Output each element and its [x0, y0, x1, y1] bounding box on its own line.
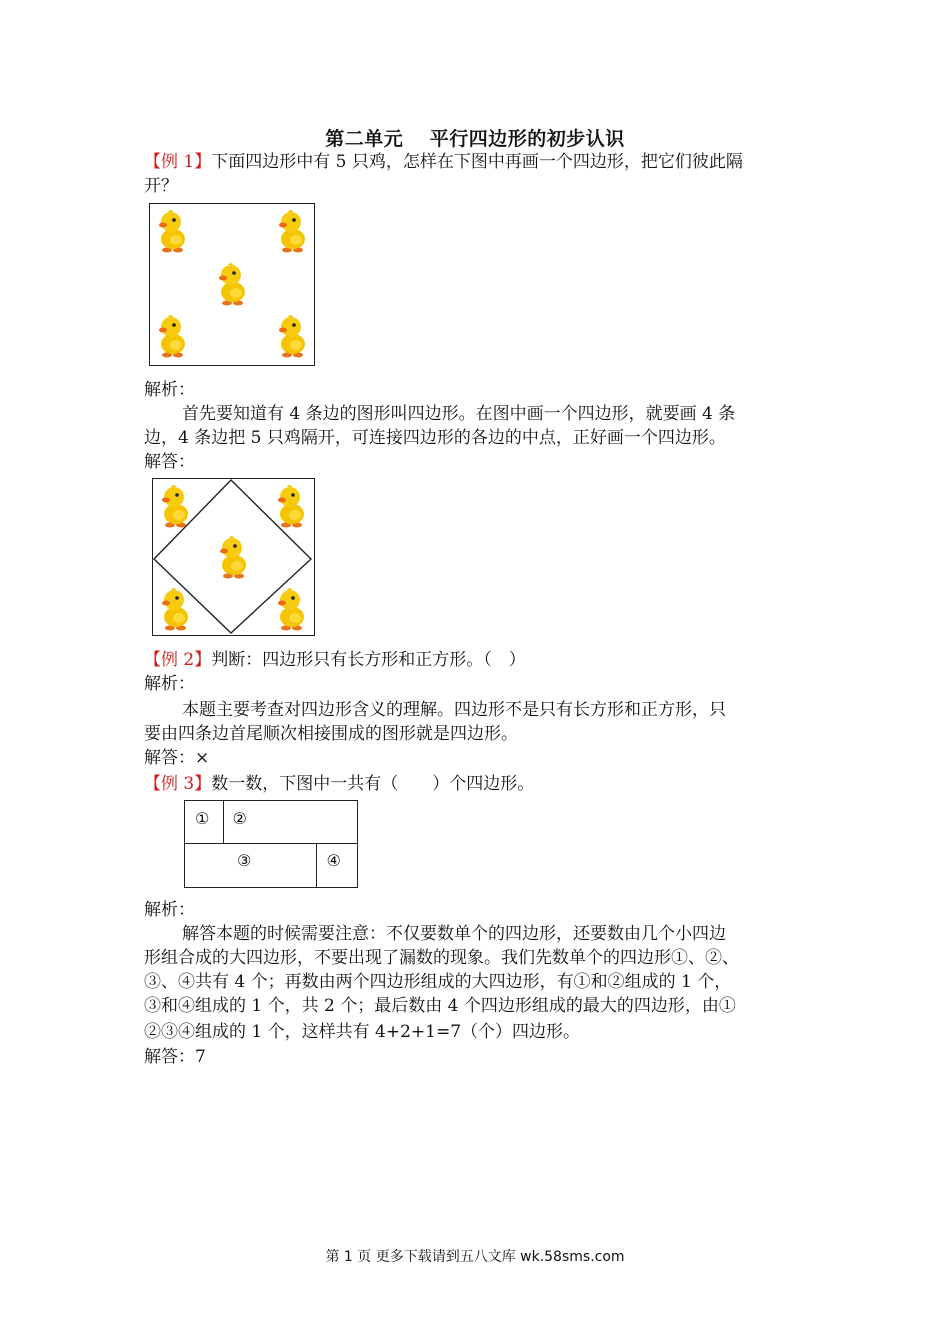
example-1-tag: 【例 1】 — [144, 152, 212, 172]
chick-icon — [154, 314, 190, 358]
example-2-tag: 【例 2】 — [144, 650, 212, 670]
figure-four-rectangles — [184, 800, 358, 888]
example-3-analysis-line2: 形组合成的大四边形，不要出现了漏数的现象。我们先数单个的四边形①、②、 — [144, 948, 739, 968]
example-1-answer-label: 解答： — [144, 452, 195, 472]
example-2-question — [144, 648, 526, 672]
chick-icon — [214, 262, 250, 306]
example-2-analysis-line1: 本题主要考查对四边形含义的理解。四边形不是只有长方形和正方形，只 — [182, 700, 726, 720]
figure-square-with-chicks — [149, 203, 315, 366]
grid-cell-4: ④ — [316, 843, 359, 889]
example-1-text-line2: 开？ — [144, 176, 178, 196]
example-3-text: 数一数，下图中一共有（ ）个四边形。 — [211, 774, 535, 794]
chick-icon — [273, 587, 309, 631]
chick-icon — [274, 314, 310, 358]
example-3-analysis-line3: ③、④共有 4 个；再数由两个四边形组成的大四边形，有①和②组成的 1 个， — [144, 972, 732, 992]
example-1-text-line1: 下面四边形中有 5 只鸡，怎样在下图中再画一个四边形，把它们彼此隔 — [211, 152, 743, 172]
example-3-analysis-line5: ②③④组成的 1 个，这样共有 4+2+1=7（个）四边形。 — [144, 1022, 581, 1042]
example-3-tag: 【例 3】 — [144, 774, 212, 794]
example-2-analysis-line2: 要由四条边首尾顺次相接围成的图形就是四边形。 — [144, 724, 518, 744]
page-footer: 第 1 页 更多下载请到五八文库 wk.58sms.com — [325, 1249, 625, 1265]
chick-icon — [215, 535, 251, 579]
chick-icon — [154, 209, 190, 253]
example-1-analysis-label: 解析： — [144, 380, 195, 400]
chick-icon — [157, 587, 193, 631]
grid-cell-2: ② — [223, 800, 359, 844]
figure-square-with-inner-diamond — [152, 478, 315, 636]
example-3-analysis-line1: 解答本题的时候需要注意：不仅要数单个的四边形，还要数由几个小四边 — [182, 924, 726, 944]
example-3-analysis-line4: ③和④组成的 1 个，共 2 个；最后数由 4 个四边形组成的最大的四边形，由① — [144, 996, 736, 1016]
chick-icon — [273, 484, 309, 528]
page-title: 第二单元 平行四边形的初步认识 — [325, 128, 625, 150]
example-3-question — [144, 772, 534, 796]
example-3-answer: 解答：7 — [144, 1047, 206, 1067]
example-1-analysis-line1: 首先要知道有 4 条边的图形叫四边形。在图中画一个四边形，就要画 4 条 — [182, 404, 736, 424]
example-1-question — [144, 150, 743, 174]
chick-icon — [157, 484, 193, 528]
example-1-analysis-line2: 边，4 条边把 5 只鸡隔开，可连接四边形的各边的中点，正好画一个四边形。 — [144, 428, 726, 448]
chick-icon — [274, 209, 310, 253]
example-2-answer: 解答：× — [144, 748, 210, 768]
example-2-text: 判断：四边形只有长方形和正方形。（ ） — [211, 650, 526, 670]
example-2-analysis-label: 解析： — [144, 674, 195, 694]
example-3-analysis-label: 解析： — [144, 900, 195, 920]
grid-cell-3: ③ — [184, 843, 317, 889]
grid-cell-1: ① — [184, 800, 224, 844]
